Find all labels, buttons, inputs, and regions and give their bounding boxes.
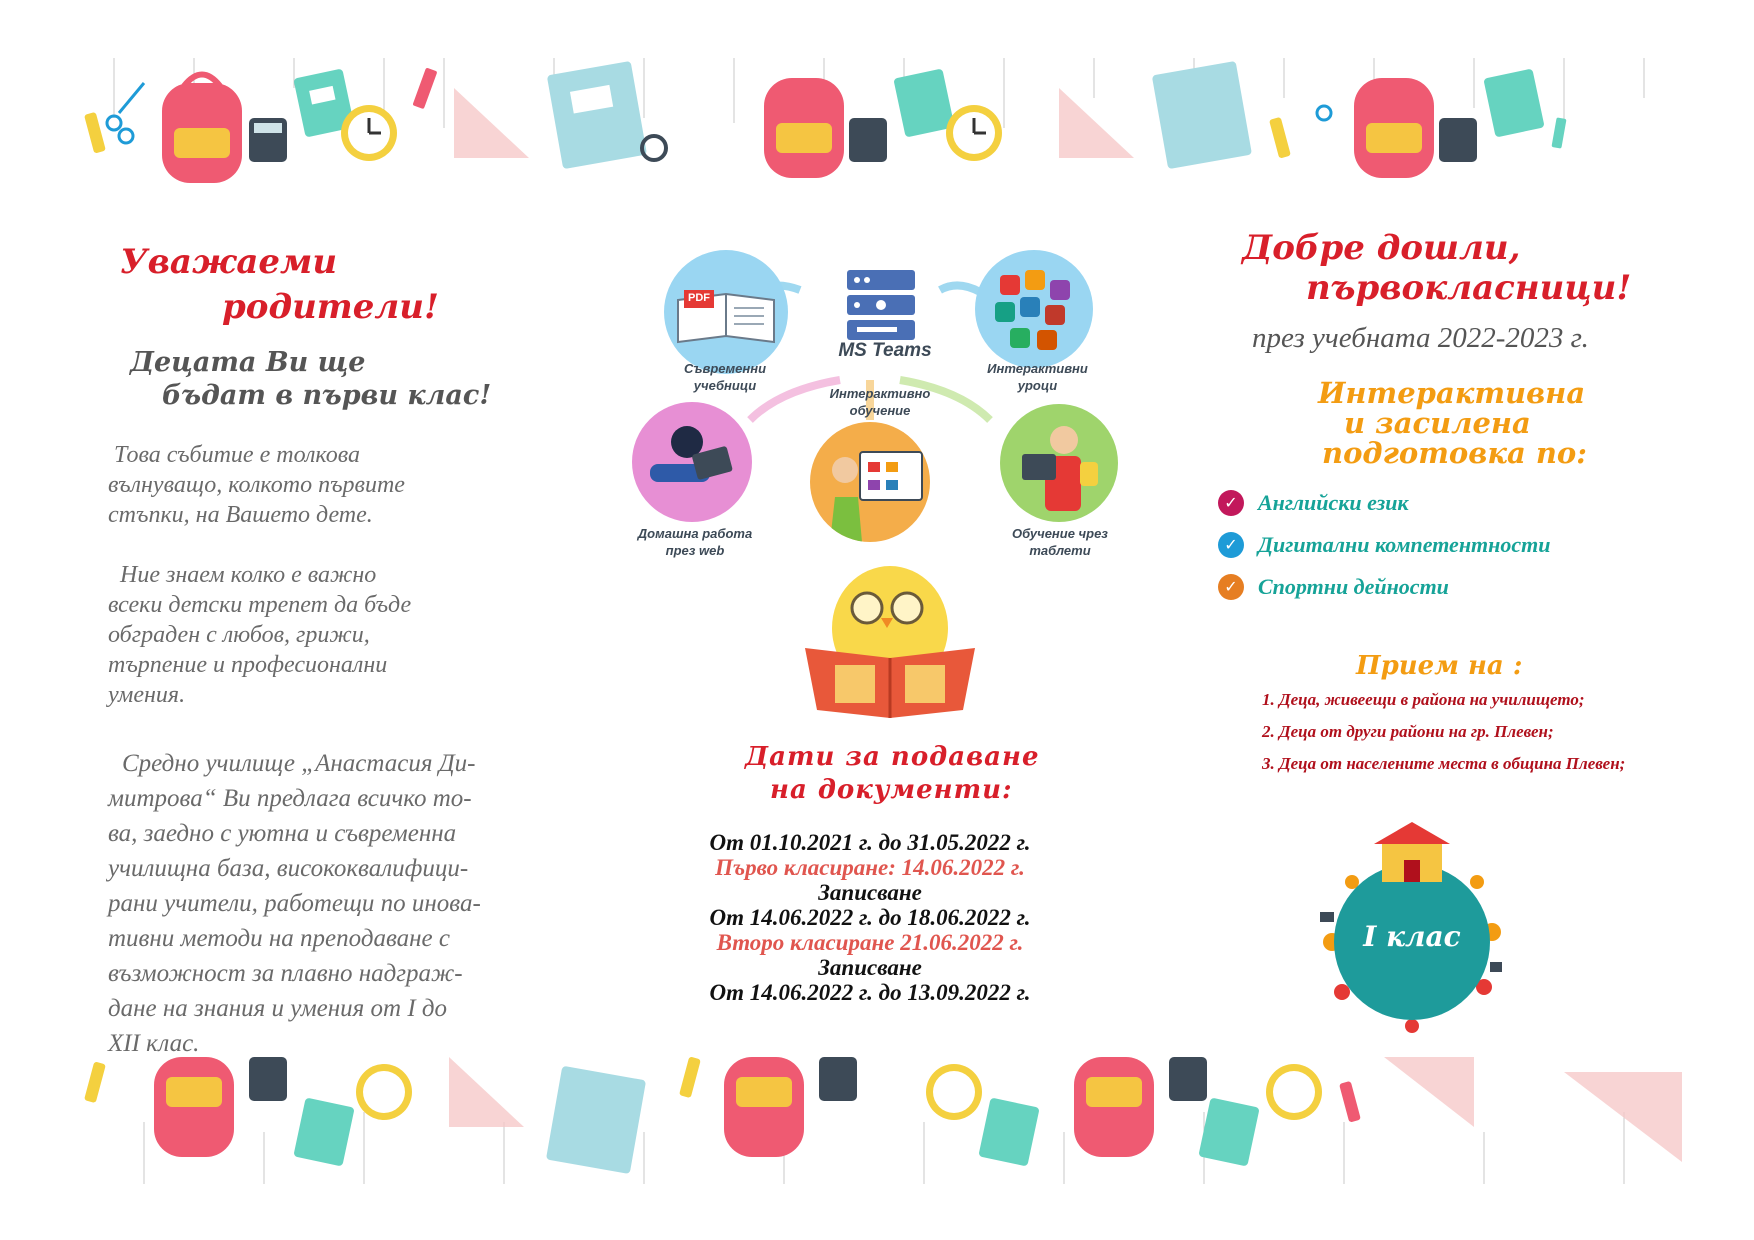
paragraph-line: стъпки, на Вашето дете.	[108, 502, 373, 528]
subject-item	[1218, 572, 1658, 614]
dates-line: От 14.06.2022 г. до 13.09.2022 г.	[709, 980, 1031, 1005]
interactive-lessons-node	[975, 250, 1093, 368]
paragraph-event	[108, 440, 548, 530]
dates-heading-line2: на документи:	[770, 775, 1013, 805]
paragraph-line: търпение и професионални	[108, 652, 388, 678]
subject-item	[1218, 530, 1658, 572]
ms-teams-label: MS Teams	[838, 340, 932, 361]
paragraph-line: дане на знания и умения от I до	[108, 995, 448, 1022]
ms-teams-server-icon	[845, 268, 917, 344]
first-ranking-line: Първо класиране: 14.06.2022 г.	[715, 855, 1025, 880]
first-grade-badge	[1312, 822, 1512, 1034]
label-line: Интерактивни	[987, 361, 1088, 376]
interactive-teaching-label	[815, 385, 945, 419]
paragraph-line: Ние знаем колко е важно	[120, 562, 377, 588]
subject-label: Дигитални компетентности	[1258, 532, 1551, 557]
paragraph-line: всеки детски трепет да бъде	[108, 592, 412, 618]
paragraph-line: XII клас.	[108, 1030, 200, 1057]
paragraph-care	[108, 560, 548, 710]
tablets-label	[995, 525, 1125, 559]
paragraph-line: тивни методи на преподаване с	[108, 925, 450, 952]
welcome-line2: първокласници!	[1306, 268, 1632, 308]
label-line: през web	[665, 543, 725, 558]
enrollment-line: Записване	[818, 955, 922, 980]
label-line: Домашна работа	[637, 526, 753, 541]
dates-line: От 14.06.2022 г. до 18.06.2022 г.	[709, 905, 1031, 930]
top-school-supplies-border	[84, 58, 1682, 208]
tablets-node	[1000, 404, 1118, 522]
parents-title-line2: родители!	[222, 287, 439, 327]
label-line: Интерактивно	[829, 386, 931, 401]
paragraph-school	[108, 746, 548, 1061]
dates-line: От 01.10.2021 г. до 31.05.2022 г.	[709, 830, 1031, 855]
paragraph-line: обграден с любов, грижи,	[108, 622, 370, 648]
label-line: обучение	[849, 403, 911, 418]
paragraph-line: митрова“ Ви предлага всичко то-	[108, 785, 472, 812]
welcome-line1: Добре дошли,	[1242, 228, 1521, 268]
paragraph-line: рани учители, работещи по инова-	[108, 890, 481, 917]
paragraph-line: училищна база, висококвалифици-	[108, 855, 469, 882]
paragraph-line: ва, заедно с уютна и съвременна	[108, 820, 457, 847]
chick-reading-book-illustration	[795, 560, 985, 720]
label-line: Обучение чрез	[1012, 526, 1108, 541]
second-ranking-line: Второ класиране 21.06.2022 г.	[716, 930, 1024, 955]
textbooks-label	[660, 360, 790, 394]
label-line: учебници	[693, 378, 757, 393]
school-year-line: през учебната 2022-2023 г.	[1252, 322, 1589, 354]
pdf-badge: PDF	[688, 292, 710, 304]
admission-item: 2. Деца от други райони на гр. Плевен;	[1262, 722, 1554, 741]
interactive-lessons-label	[975, 360, 1100, 394]
check-icon: ✓	[1218, 574, 1244, 600]
dates-heading-line1: Дати за подаване	[745, 742, 1040, 772]
admission-item: 1. Деца, живеещи в района на училището;	[1262, 690, 1585, 709]
admission-list	[1262, 690, 1682, 774]
parents-title-line1: Уважаеми	[120, 242, 338, 282]
prep-line1: Интерактивна	[1318, 376, 1586, 410]
paragraph-line: Средно училище „Анастасия Ди-	[122, 750, 476, 777]
homework-label	[625, 525, 765, 559]
subjects-list	[1218, 488, 1658, 614]
bottom-school-supplies-border	[84, 1042, 1682, 1184]
enrollment-line: Записване	[818, 880, 922, 905]
label-line: уроци	[1017, 378, 1058, 393]
admission-item: 3. Деца от населените места в община Плевен;	[1262, 754, 1626, 773]
check-icon: ✓	[1218, 490, 1244, 516]
dates-list	[640, 830, 1100, 1005]
textbooks-node	[664, 250, 788, 374]
subtitle-line2: бъдат в първи клас!	[162, 380, 492, 411]
paragraph-line: умения.	[108, 682, 186, 708]
subject-item	[1218, 488, 1658, 530]
paragraph-line: вълнуващо, колкото първите	[108, 472, 405, 498]
paragraph-line: възможност за плавно надграж-	[108, 960, 463, 987]
label-line: Съвременни	[683, 361, 767, 376]
teacher-node	[810, 422, 930, 542]
subject-label: Спортни дейности	[1258, 574, 1449, 599]
prep-line3: подготовка по:	[1322, 436, 1587, 470]
subject-label: Английски език	[1258, 490, 1409, 515]
subtitle-line1: Децата Ви ще	[130, 347, 366, 378]
prep-line2: и засилена	[1344, 406, 1531, 440]
paragraph-line: Това събитие е толкова	[114, 442, 360, 468]
label-line: таблети	[1029, 543, 1091, 558]
homework-node	[632, 402, 752, 522]
admission-title: Прием на :	[1356, 651, 1523, 681]
first-grade-label: I клас	[1363, 920, 1461, 953]
check-icon: ✓	[1218, 532, 1244, 558]
